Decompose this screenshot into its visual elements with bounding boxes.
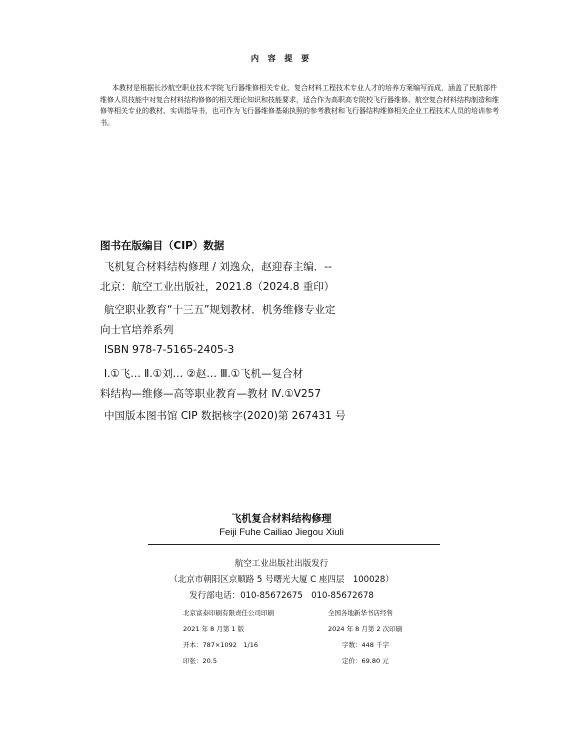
cip-line: 北京：航空工业出版社，2021.8（2024.8 重印） — [100, 281, 335, 293]
summary-body: 本教材是根据长沙航空职业技术学院飞行器维修相关专业、复合材料工程技术专业人才的培养方案编写而成，涵盖了民航部件维修人员技能中对复合材料结构修修的相关理论知识和技能要求，适合作为高职高专院校飞行器维修、航空复合材料结构制造和维修等相关专业的教材、实训指导书，也可作为飞行器维修基础执照的参考教材和飞行器结构维修相关企业工程技术人员的培训参考书。 — [100, 84, 499, 127]
format: 开本：787×1092 1/16 — [183, 641, 258, 649]
cip-isbn: ISBN 978-7-5165-2405-3 — [104, 344, 235, 356]
divider-rule — [148, 544, 440, 545]
cip-heading: 图书在版编目（CIP）数据 — [100, 240, 225, 252]
cip-number: 中国版本图书馆 CIP 数据核字(2020)第 267431 号 — [104, 410, 346, 422]
publisher-name: 航空工业出版社出版发行 — [234, 559, 329, 569]
summary-title: 内 容 提 要 — [250, 54, 313, 63]
word-count: 字数：448 千字 — [342, 641, 389, 649]
cip-line: Ⅰ.①飞… Ⅱ.①刘… ②赵… Ⅲ.①飞机—复合材 — [104, 368, 304, 380]
cip-line: 料结构—维修—高等职业教育—教材 Ⅳ.①V257 — [100, 388, 322, 400]
printed-sheets: 印张：20.5 — [183, 657, 217, 665]
cip-line: 飞机复合材料结构修理 / 刘逸众，赵迎春主编．-- — [104, 261, 332, 273]
printing: 2024 年 8 月第 2 次印刷 — [328, 625, 403, 633]
publisher-phone: 发行部电话：010-85672675 010-85672678 — [189, 591, 374, 601]
printer: 北京富泰印刷有限责任公司印刷 — [183, 609, 274, 617]
book-title: 飞机复合材料结构修理 — [231, 514, 332, 525]
cip-line: 向士官培养系列 — [100, 324, 174, 336]
book-title-pinyin: Feiji Fuhe Cailiao Jiegou Xiuli — [219, 527, 344, 538]
publisher-address: （北京市朝阳区京顺路 5 号曙光大厦 C 座四层 100028） — [169, 575, 394, 585]
cip-line: 航空职业教育“十三五”规划教材．机务维修专业定 — [104, 304, 336, 316]
edition: 2021 年 8 月第 1 版 — [183, 625, 245, 633]
distributor: 全国各地新华书店经售 — [328, 609, 393, 617]
price: 定价：69.80 元 — [342, 657, 389, 665]
